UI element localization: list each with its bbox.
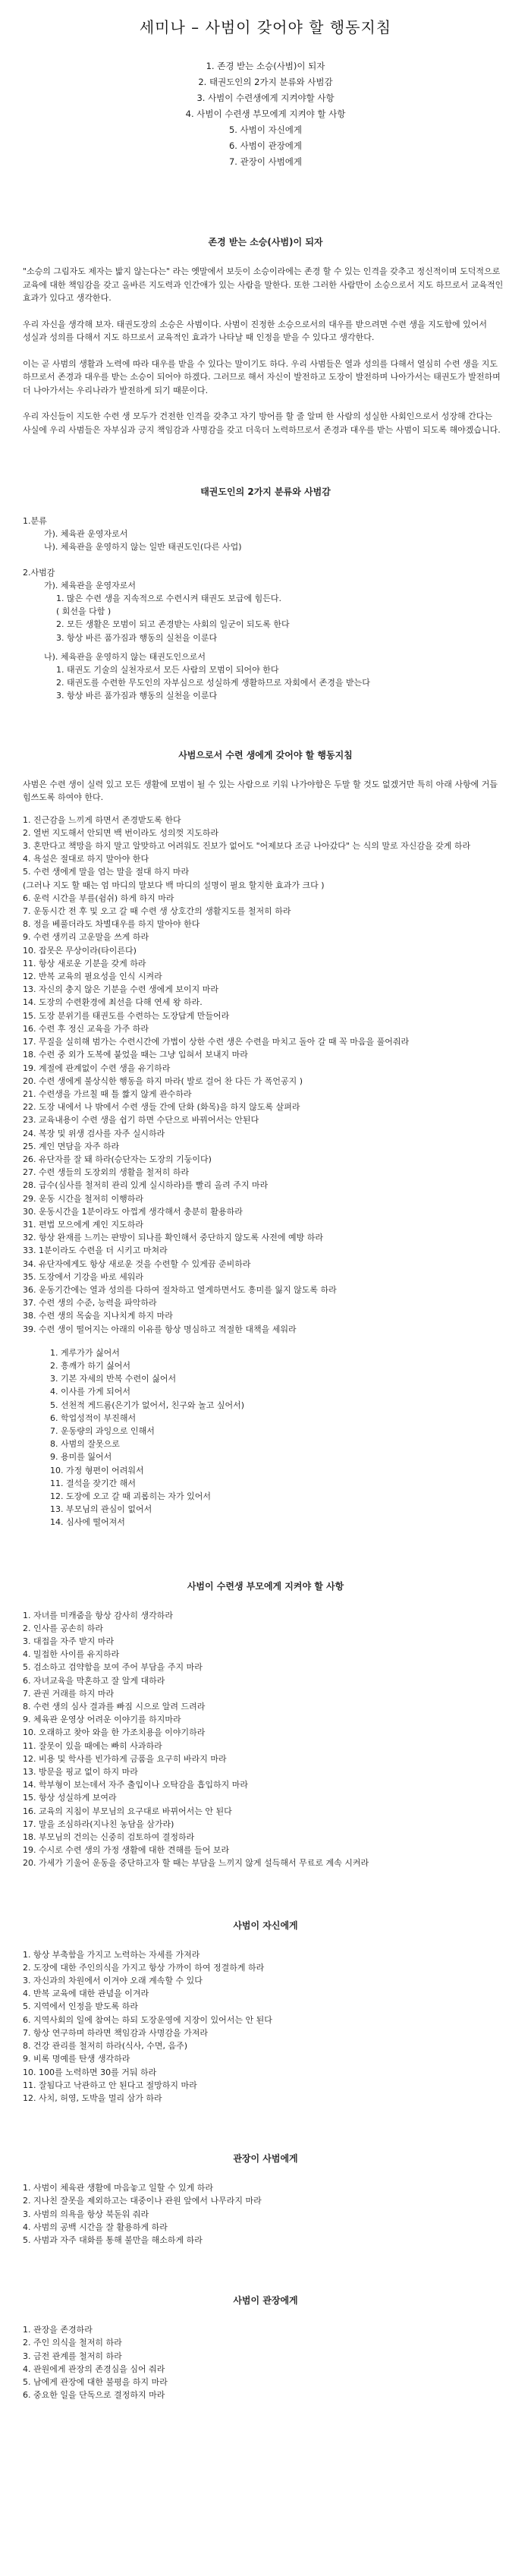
list-item: 6. 자녀교육을 막혼하고 잘 알게 대하라 xyxy=(23,1675,165,1686)
list-item: 6. 중요한 일을 단독으로 결정하지 마라 xyxy=(23,2390,165,2401)
list-item: 가). 체육관 운영자로서 xyxy=(44,529,128,540)
list-item: 10. 100를 노력하면 30를 거둬 하라 xyxy=(23,2067,157,2077)
list-item: 2. 인사를 공손히 하라 xyxy=(23,1623,103,1633)
list-item: 38. 수련 생의 목숨을 지나치게 하지 마라 xyxy=(23,1311,173,1321)
list-item: 9. 수련 생끼리 고운말을 쓰게 하라 xyxy=(23,932,149,943)
list-item: 1. 많은 수련 생을 지속적으로 수련시켜 태권도 보급에 힘든다. xyxy=(56,594,281,604)
list-item: 17. 말을 조심하라(지나친 농담을 삼가라) xyxy=(23,1819,174,1829)
section-classification xyxy=(0,485,531,703)
section-respected-teacher xyxy=(0,235,531,436)
list-item: 25. 계인 면담을 자주 하라 xyxy=(23,1141,120,1151)
section-title: 태권도인의 2가지 분류와 사범감 xyxy=(200,487,331,497)
dropout-reasons-list xyxy=(23,1346,508,1529)
list-item: 3. 대접을 자주 받지 마라 xyxy=(23,1636,115,1647)
list-item: 9. 비록 명예를 탄생 생각하라 xyxy=(23,2054,130,2064)
section-conduct-toward-parents xyxy=(0,1579,531,1870)
list-item: 28. 급수(심사를 철저히 관리 있게 실시하라)를 빨리 올려 주지 마라 xyxy=(23,1180,269,1191)
list-item: 12. 반복 교육의 필요성을 인식 시켜라 xyxy=(23,972,162,982)
list-item: 27. 수련 생들의 도장외의 생활을 철저히 하라 xyxy=(23,1167,190,1178)
list-item: 11. 결석을 잦기간 해서 xyxy=(50,1478,136,1488)
list-item: 3. 자신과의 차원에서 이겨야 오래 계속할 수 있다 xyxy=(23,1976,203,1986)
list-item: 10. 오래하고 찾아 와을 한 가조치용을 이야기하라 xyxy=(23,1727,206,1738)
list-item: 2. 주인 의식을 철저히 하라 xyxy=(23,2338,122,2348)
list-item: 4. 욕설은 절대로 하지 말아야 한다 xyxy=(23,854,149,864)
list-item: 2.사범감 xyxy=(23,567,55,578)
list-item: 4. 이사를 가게 되어서 xyxy=(50,1387,130,1397)
list-item: 1. 게루가가 싫어서 xyxy=(50,1347,120,1358)
list-item: 15. 도장 분위기를 태권도를 수련하는 도장답게 만들어라 xyxy=(23,1010,230,1021)
list-item: 26. 유단자를 잘 돼 하라(승단자는 도장의 기둥이다) xyxy=(23,1154,212,1164)
list-item: 23. 교육내용이 수련 생을 쉽기 하면 수단으로 바꿔어서는 안된다 xyxy=(23,1115,259,1126)
list-item: 2. 지나친 잘못을 제외하고는 대중이나 관원 앞에서 나무라지 마라 xyxy=(23,2196,262,2206)
list-item: 35. 도장에서 기강을 바로 세워라 xyxy=(23,1271,143,1282)
list-item: (그러나 지도 할 때는 엄 마디의 말보다 백 마디의 설명이 필요 할지한 효과가 크다 ) xyxy=(23,880,325,890)
list-item: 24. 복장 및 위생 검사를 자주 실시하라 xyxy=(23,1128,165,1138)
list-item: 5. 지역에서 인정을 받도록 하라 xyxy=(23,2001,138,2012)
list-item: 8. 사범의 잘못으로 xyxy=(50,1439,120,1450)
list-item: 29. 운동 시간을 철저히 이행하라 xyxy=(23,1193,143,1204)
list-item: 3. 항상 바른 품가짐과 행동의 실천을 이룬다 xyxy=(56,632,218,643)
list-item: 6. 학업성적이 부진해서 xyxy=(50,1412,137,1423)
list-item: 10. 가정 형편이 어려워서 xyxy=(50,1465,144,1475)
list-item: 7. 운동시간 전 후 및 오고 갈 때 수련 생 상호간의 생활지도를 철저히 하라 xyxy=(23,906,291,917)
section-title: 사범이 수련생 부모에게 지켜야 할 사항 xyxy=(187,1580,344,1592)
list-item: 7. 운동량의 과잉으로 인해서 xyxy=(50,1425,155,1436)
toc-item: 1. 존경 받는 소승(사범)이 되자 xyxy=(206,61,325,71)
paragraph: 우리 자신들이 지도한 수련 생 모두가 건전한 인격을 갖추고 자기 방어를 할 줄 알며 한 사람의 성실한 사회인으로서 성장해 간다는 사실에 우리 사범들은 자부심과 긍지 책임감과 사명감을 갖고 더욱더 노력하므로서 존경과 대우를 받는 사범이 되도록 해야겠습니다. xyxy=(23,411,501,435)
list-item: 1. 사범이 체육관 생활에 마음놓고 일할 수 있게 하라 xyxy=(23,2183,213,2193)
list-item: 9. 체육관 운영상 어려운 이야기를 하지마라 xyxy=(23,1715,181,1725)
section-title: 사범으로서 수련 생에게 갖어야 할 행동지침 xyxy=(178,749,353,761)
list-item: 6. 운력 시간을 부를(쉼쉬) 하게 하지 마라 xyxy=(23,893,174,903)
self-list xyxy=(23,1948,508,2105)
list-item: 19. 계절에 관계없이 수련 생을 유기하라 xyxy=(23,1063,171,1073)
list-item: 13. 방문을 핑교 없이 하지 마라 xyxy=(23,1767,138,1778)
list-item: 9. 용미를 잃어서 xyxy=(50,1452,112,1463)
list-item: 2. 열번 지도해서 안되면 백 번이라도 성의껏 지도하라 xyxy=(23,827,219,838)
spacer xyxy=(23,554,508,566)
list-item: 14. 학부형이 보는데서 자주 출입이나 오탁감을 흡입하지 마라 xyxy=(23,1780,248,1790)
list-item: 3. 혼만다고 책망을 하지 말고 알맞하고 어려워도 진보가 없어도 "어제보다 조금 나아갔다" 는 식의 말로 자신감을 갖게 하라 xyxy=(23,841,471,852)
list-item: 12. 도장에 오고 갈 때 괴롭히는 자가 있어서 xyxy=(50,1491,211,1501)
list-item: 31. 편법 모으에게 계인 지도하라 xyxy=(23,1219,143,1230)
list-item: 4. 밀접한 사이를 유지하라 xyxy=(23,1649,120,1660)
list-item: 14. 심사에 떨어져서 xyxy=(50,1517,125,1528)
toc-item: 5. 사범이 자신에게 xyxy=(228,124,303,135)
list-item: 2. 모든 생활은 모범이 되고 존경받는 사회의 일군이 되도록 한다 xyxy=(56,619,290,630)
toc-item: 7. 관장이 사범에게 xyxy=(228,156,303,167)
parents-list xyxy=(23,1609,508,1870)
list-item: 나). 체육관을 운영하지 않는 일반 태권도인(다른 사업) xyxy=(44,542,242,553)
list-item: 11. 항상 새로운 기분을 갖게 하라 xyxy=(23,958,146,968)
list-item: 1. 진근감을 느끼게 하면서 존경받도록 한다 xyxy=(23,814,181,825)
paragraph: 우리 자신을 생각해 보자. 태권도장의 소승은 사범이다. 사범이 진정한 소승으로서의 대우를 받으려면 수련 생을 지도함에 있어서 성실과 성의를 다해서 지도 하므로서 교육적인 효과가 나타날 때 인정을 받을 수 있다고 생각한다. xyxy=(23,319,487,342)
list-item: 2. 태권도를 수련한 무도인의 자부심으로 성실하게 생활하므로 자회에서 존경을 받는다 xyxy=(56,678,370,688)
list-item: 4. 반복 교육에 대한 관념을 이겨라 xyxy=(23,1989,149,1999)
list-item: 32. 항상 완재를 느끼는 판방이 되나를 확인해서 중단하지 않도록 사전에 예방 하라 xyxy=(23,1233,323,1243)
list-item: 18. 부모님의 건의는 신중히 검토하여 결정하라 xyxy=(23,1832,195,1843)
list-item: 33. 1분이라도 수련을 더 시키고 마쳐라 xyxy=(23,1245,168,1256)
list-item: 4. 관원에게 관장의 존경심을 심어 줘라 xyxy=(23,2363,165,2374)
list-item: 7. 항상 연구하며 하라면 책임감과 사명감을 가져라 xyxy=(23,2027,208,2038)
list-item: 나). 체육관을 운영하지 않는 태권도인으로서 xyxy=(44,651,206,662)
list-item: 11. 잘됨다고 낙관하고 안 된다고 절망하지 마라 xyxy=(23,2080,197,2090)
list-item: 5. 수련 생에게 말을 엄는 말을 절대 하지 마라 xyxy=(23,867,190,877)
list-item: 8. 수련 생의 심사 결과를 빠짐 시으로 알려 드려라 xyxy=(23,1702,206,1712)
list-item: 5. 남에게 관장에 대한 불평을 하지 마라 xyxy=(23,2376,168,2387)
list-item: 1. 관장을 존경하라 xyxy=(23,2325,93,2335)
list-item: 11. 잘못이 있을 때에는 빠히 사과하라 xyxy=(23,1740,162,1751)
list-item: 36. 운동기간에는 열과 성의를 다하여 절차하고 열게하면서도 흥미를 잃지 않도록 하라 xyxy=(23,1284,337,1295)
paragraph: 이는 곧 사범의 생활과 노력에 따라 대우를 받을 수 있다는 말이기도 하다. 우리 사범들은 열과 성의를 다해서 열심히 수련 생을 지도 하므로서 존경과 대우를 받는 소승이 되어야 하겠다. 그러므로 해서 자신이 발전하고 도장이 발전하며 나아가서는 태권도가 발전하며 더 나아가서는 우리나라가 발전하게 되기 때문이다. xyxy=(23,358,501,395)
list-item: 20. 가세가 기울어 운동을 중단하고자 할 때는 부담을 느끼지 않게 설득해서 무료로 계속 시켜라 xyxy=(23,1858,369,1869)
spacer xyxy=(23,644,508,650)
list-item: 21. 수련생을 가르칠 때 틀 짧지 않게 관수하라 xyxy=(23,1088,192,1099)
list-item: 3. 금전 관계를 철저히 하라 xyxy=(23,2351,122,2361)
list-item: 1. 태권도 기술의 실천자로서 모든 사람의 모범이 되어야 한다 xyxy=(56,665,279,675)
list-item: 34. 유단자에게도 항상 새로운 것을 수련할 수 있게끔 준비하라 xyxy=(23,1258,251,1269)
list-item: 20. 수련 생에게 불상식한 행동을 하지 마라( 발로 걸어 찬 다든 가 폭언공지 ) xyxy=(23,1075,303,1086)
section-intro: 사범은 수련 생이 실력 있고 모든 생활에 모범이 될 수 있는 사람으로 키워 나가야함은 두말 할 것도 없겠거만 특히 아래 사항에 거듭 힘쓰도록 하여야 한다. xyxy=(23,779,498,803)
classification-list xyxy=(23,515,508,703)
list-item: 4. 사범의 공백 시간을 잘 활용하게 하라 xyxy=(23,2222,168,2232)
list-item: 13. 부모님의 관심이 없어서 xyxy=(50,1504,152,1515)
list-item: 2. 흥깨가 하기 싫어서 xyxy=(50,1360,130,1371)
list-item: 5. 사범과 자주 대화를 통해 불만을 해소하게 하라 xyxy=(23,2234,203,2245)
director-list xyxy=(23,2181,508,2247)
instructor-list xyxy=(23,2323,508,2401)
paragraph: "소승의 그림자도 제자는 밟지 않는다는" 라는 옛말에서 보듯이 소승이라에는 존경 할 수 있는 인격을 갖추고 정신적이며 도덕적으로 교육에 대한 책임감을 갖고 올바른 지도력과 인간애가 있는 사람을 말한다. 또한 그러한 사람만이 소승으로서 지도 하므로서 교육적인 효과가 있다고 생각한다. xyxy=(23,266,504,303)
list-item: 7. 관권 거래를 하지 마라 xyxy=(23,1688,115,1699)
list-item: 14. 도장의 수련환경에 최선을 다해 연세 왕 하라. xyxy=(23,997,203,1008)
list-item: 1. 자녀를 미캐줌을 항상 감사히 생각하라 xyxy=(23,1610,173,1620)
list-item: 16. 교육의 지침이 부모님의 요구대로 바뀌어서는 안 된다 xyxy=(23,1806,232,1816)
list-item: 3. 기본 자세의 반복 수련이 싫어서 xyxy=(50,1374,177,1384)
list-item: 3. 항상 바른 품가짐과 행동의 실천을 이룬다 xyxy=(56,691,218,701)
toc-item: 2. 태권도인의 2가지 분류와 사범감 xyxy=(198,77,333,87)
table-of-contents xyxy=(0,58,531,170)
list-item: 5. 선천적 게드롬(은기가 없어서, 친구와 놀고 싶어서) xyxy=(50,1400,245,1410)
toc-item: 4. 사범이 수련생 부모에게 지켜야 할 사항 xyxy=(185,109,346,119)
section-title: 관장이 사범에게 xyxy=(233,2153,298,2165)
list-item: 1. 항상 부축함을 가지고 노력하는 자세를 가져라 xyxy=(23,1949,200,1960)
list-item: 17. 무질을 실히해 범가는 수련시간에 가볍이 상한 수련 생은 수련을 마치고 돌아 갈 때 꼭 마음을 풀어줘라 xyxy=(23,1037,410,1047)
list-item: 5. 검소하고 검약함을 보여 주어 부담을 주지 마라 xyxy=(23,1662,203,1673)
list-item: 15. 항상 성실하게 보여라 xyxy=(23,1793,117,1803)
list-item: 19. 수시로 수련 생의 가정 생활에 대한 견해를 들어 보라 xyxy=(23,1845,230,1856)
list-item: 18. 수련 중 외가 도복에 붙었을 때는 그냥 입혀서 보내지 마라 xyxy=(23,1050,248,1060)
section-title: 존경 받는 소승(사범)이 되자 xyxy=(208,237,323,247)
list-item: 16. 수련 후 정신 교육을 가주 하라 xyxy=(23,1023,149,1034)
toc-item: 6. 사범이 관장에게 xyxy=(228,140,303,151)
list-item: ( 회선을 다함 ) xyxy=(56,606,112,617)
section-title: 사범이 자신에게 xyxy=(233,1919,298,1931)
list-item: 3. 사범의 의욕을 항상 북돋워 줘라 xyxy=(23,2209,149,2219)
list-item: 39. 수련 생이 떨어지는 아래의 이유를 항상 명심하고 적절한 대책을 세워라 xyxy=(23,1324,297,1334)
section-director-to-instructor xyxy=(0,2152,531,2247)
list-item: 22. 도장 내에서 나 밖에서 수련 생들 간에 단화 (화목)을 하지 않도록 살펴라 xyxy=(23,1102,300,1113)
section-instructor-to-director xyxy=(0,2294,531,2401)
section-to-self xyxy=(0,1919,531,2105)
page-title: 세미나 – 사범이 갖어야 할 행동지침 xyxy=(139,18,392,36)
section-title: 사범이 관장에게 xyxy=(233,2295,298,2307)
list-item: 13. 자신의 충지 않은 기분을 수련 생에게 보이지 마라 xyxy=(23,984,218,995)
list-item: 12. 비용 및 학사를 빈가하게 금품을 요구히 바라지 마라 xyxy=(23,1753,227,1764)
list-item: 30. 운동시간을 1분이라도 아껍게 생각해서 충분히 활용하라 xyxy=(23,1206,243,1217)
toc-item: 3. 사범이 수련생에게 지켜야할 사항 xyxy=(196,93,335,103)
list-item: 가). 체육관을 운영자로서 xyxy=(44,580,137,590)
section-conduct-toward-students xyxy=(0,748,531,1529)
list-item: 10. 잡못은 무상이라(타이른다) xyxy=(23,945,137,956)
conduct-list xyxy=(23,814,508,1336)
list-item: 8. 정을 베풀더라도 차별대우를 하지 말아야 한다 xyxy=(23,919,200,930)
list-item: 6. 지역사회의 일에 참여는 하되 도장운영에 지장이 있어서는 안 된다 xyxy=(23,2014,272,2025)
list-item: 1.분류 xyxy=(23,516,47,526)
list-item: 8. 건강 관리를 철저히 하라(식사, 수면, 음주) xyxy=(23,2041,188,2052)
list-item: 12. 사치, 허영, 도박을 멀리 삼가 하라 xyxy=(23,2093,162,2103)
list-item: 2. 도장에 대한 주인의식을 가지고 항상 가까이 하여 정결하게 하라 xyxy=(23,1962,265,1973)
list-item: 37. 수련 생의 수준, 능력을 파악하라 xyxy=(23,1298,157,1308)
